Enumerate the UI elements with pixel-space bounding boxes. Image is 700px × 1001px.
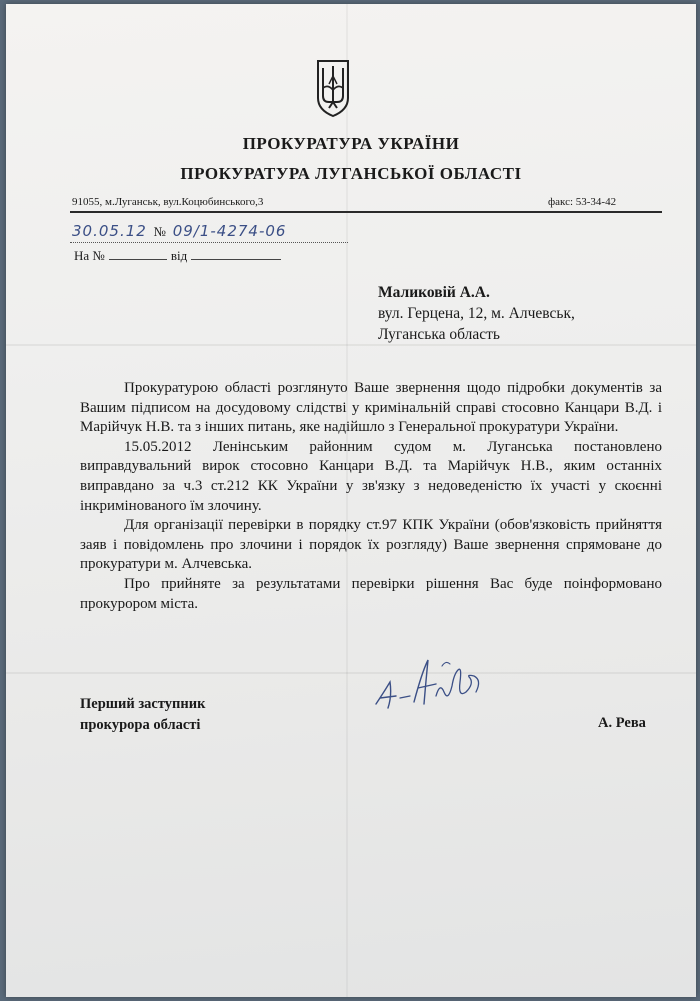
signer-name: А. Рева (598, 715, 646, 731)
registration-line (72, 222, 286, 241)
body-paragraph-3: Для організації перевірки в порядку ст.97 КПК України (обов'язковість прийняття заяв і повідомлень про злочини і порядок їх розгляду) Ваше звернення спрямоване до прокуратури м. Алчевська. (80, 517, 662, 573)
number-label: № (153, 224, 166, 239)
signer-title-line1: Перший заступник (80, 696, 206, 712)
org-title-region: ПРОКУРАТУРА ЛУГАНСЬКОЇ ОБЛАСТІ (180, 164, 522, 183)
paper-fold-horizontal (6, 344, 696, 346)
paper-fold-horizontal-lower (6, 672, 696, 674)
letter-page (6, 4, 696, 997)
header-divider (70, 211, 662, 213)
org-title-ukraine: ПРОКУРАТУРА УКРАЇНИ (242, 134, 460, 153)
recipient-address-line2: Луганська область (378, 326, 500, 343)
registration-underline (70, 242, 348, 243)
signer-title (80, 694, 205, 736)
recipient-address-line1: вул. Герцена, 12, м. Алчевськ, (378, 305, 575, 322)
body-paragraph-4: Про прийняте за результатами перевірки рішення Вас буде поінформовано прокурором міста. (80, 575, 662, 612)
reply-number-label: На № (74, 248, 105, 263)
org-fax: факс: 53-34-42 (548, 196, 617, 208)
recipient-block (378, 282, 575, 345)
reply-from-label: від (170, 248, 188, 263)
signer-title-line2: прокурора області (80, 717, 201, 733)
reply-date-blank (191, 259, 281, 260)
reply-number-blank (109, 259, 167, 260)
body-paragraph-1: Прокуратурою області розглянуто Ваше звернення щодо підробки документів за Вашим підписом на досудовому слідстві у кримінальній справі стосовно Канцари В.Д. і Марійчук Н.В. та з інших питань, яке надійшло з Генеральної прокуратури України. (80, 380, 662, 436)
org-address: 91055, м.Луганськ, вул.Коцюбинського,3 (72, 196, 264, 208)
handwritten-date: 30.05.12 (72, 222, 147, 240)
recipient-name: Маликовій А.А. (378, 284, 490, 301)
trident-emblem-icon (315, 58, 351, 118)
handwritten-number: 09/1-4274-06 (172, 222, 287, 240)
body-paragraph-2: 15.05.2012 Ленінським районним судом м. Луганська постановлено виправдувальний вирок стосовно Канцари В.Д. та Марійчук Н.В., яким останніх виправдано за ч.3 ст.212 КК України у зв'язку з недоведеністю їх участі у скоєнні інкримінованого їм злочину. (80, 438, 662, 514)
letter-body (80, 379, 662, 614)
reply-reference-line (74, 248, 281, 264)
handwritten-signature-icon (370, 652, 520, 718)
